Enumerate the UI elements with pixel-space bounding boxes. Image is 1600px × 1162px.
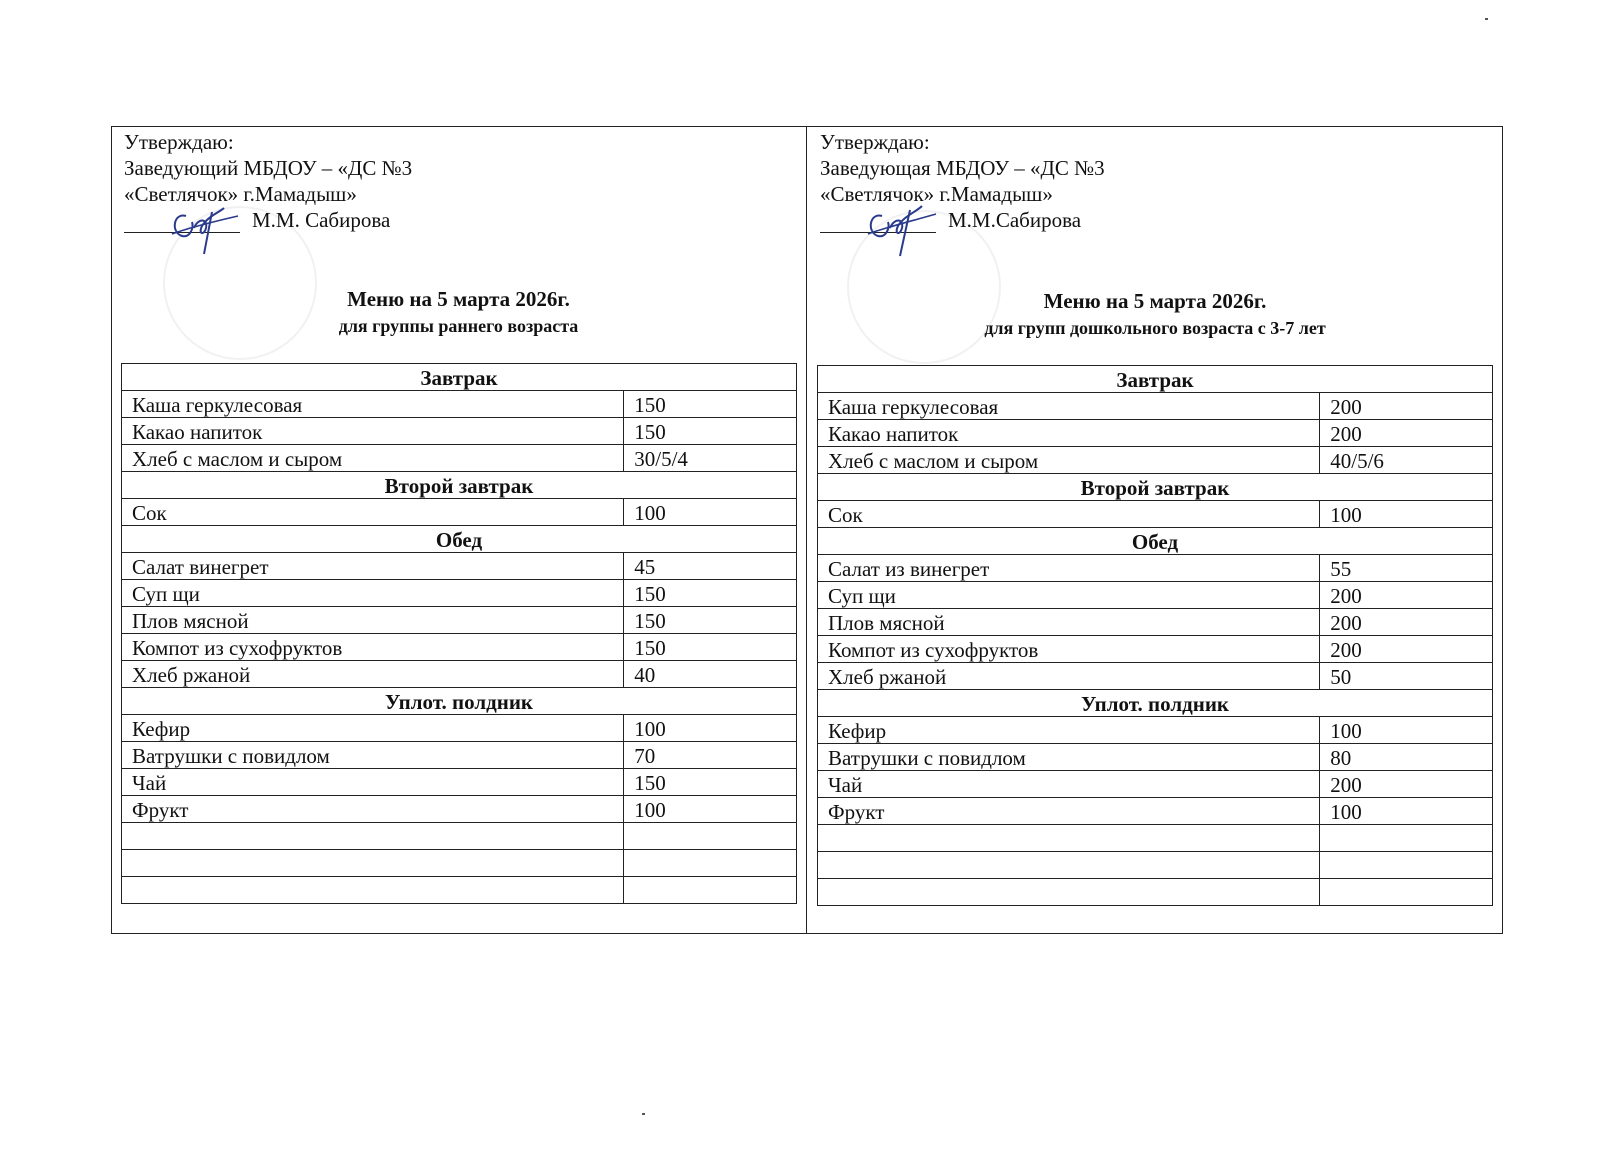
dish-portion: 100 [1320, 717, 1493, 744]
table-row [818, 393, 1493, 420]
scan-speck [642, 1113, 645, 1115]
dish-portion: 150 [624, 634, 797, 661]
dish-portion: 100 [624, 715, 797, 742]
empty-cell [1320, 852, 1493, 879]
dish-name: Салат из винегрет [818, 555, 1320, 582]
dish-portion: 40 [624, 661, 797, 688]
section-lunch: Обед [818, 528, 1493, 555]
section-row [122, 472, 797, 499]
table-row [818, 501, 1493, 528]
dish-name: Ватрушки с повидлом [818, 744, 1320, 771]
section-row [818, 366, 1493, 393]
dish-portion: 70 [624, 742, 797, 769]
menu-table [121, 363, 797, 904]
approval-organization: «Светлячок» г.Мамадыш» [820, 182, 1053, 206]
dish-portion: 100 [1320, 501, 1493, 528]
empty-cell [122, 823, 624, 850]
table-row [122, 580, 797, 607]
dish-name: Плов мясной [122, 607, 624, 634]
approval-position: Заведующая МБДОУ – «ДС №3 [820, 156, 1105, 180]
menu-panel-early-age [111, 126, 806, 934]
dish-name: Компот из сухофруктов [818, 636, 1320, 663]
dish-name: Каша геркулесовая [122, 391, 624, 418]
table-row [818, 771, 1493, 798]
dish-name: Какао напиток [818, 420, 1320, 447]
dish-name: Сок [818, 501, 1320, 528]
menu-title: Меню на 5 марта 2026г. [1043, 289, 1267, 313]
empty-cell [122, 877, 624, 904]
dish-portion: 30/5/4 [624, 445, 797, 472]
empty-row [818, 852, 1493, 879]
empty-row [122, 823, 797, 850]
table-row [122, 634, 797, 661]
empty-cell [1320, 825, 1493, 852]
dish-portion: 150 [624, 580, 797, 607]
table-row [818, 744, 1493, 771]
dish-name: Ватрушки с повидлом [122, 742, 624, 769]
menu-subtitle: для группы раннего возраста [338, 316, 579, 336]
dish-name: Хлеб ржаной [818, 663, 1320, 690]
dish-portion: 55 [1320, 555, 1493, 582]
table-row [122, 499, 797, 526]
dish-name: Хлеб с маслом и сыром [122, 445, 624, 472]
approval-position: Заведующий МБДОУ – «ДС №3 [124, 156, 413, 180]
section-row [818, 474, 1493, 501]
menu-panel-preschool [807, 126, 1503, 934]
dish-portion: 150 [624, 769, 797, 796]
dish-portion: 100 [624, 499, 797, 526]
dish-portion: 100 [1320, 798, 1493, 825]
signer-name: М.М.Сабирова [948, 208, 1082, 232]
dish-name: Компот из сухофруктов [122, 634, 624, 661]
dish-name: Хлеб ржаной [122, 661, 624, 688]
dish-name: Плов мясной [818, 609, 1320, 636]
section-row [122, 526, 797, 553]
approval-block [124, 129, 412, 233]
signature-row [820, 207, 1105, 233]
empty-cell [624, 877, 797, 904]
dish-portion: 200 [1320, 393, 1493, 420]
approval-heading: Утверждаю: [820, 130, 930, 154]
empty-cell [818, 852, 1320, 879]
dish-portion: 200 [1320, 636, 1493, 663]
dish-name: Фрукт [122, 796, 624, 823]
scan-speck [1485, 18, 1488, 20]
dish-portion: 200 [1320, 771, 1493, 798]
approval-organization: «Светлячок» г.Мамадыш» [124, 182, 357, 206]
dish-portion: 150 [624, 418, 797, 445]
table-row [818, 717, 1493, 744]
table-row [818, 636, 1493, 663]
section-lunch: Обед [122, 526, 797, 553]
dish-name: Фрукт [818, 798, 1320, 825]
dish-name: Какао напиток [122, 418, 624, 445]
menu-title: Меню на 5 марта 2026г. [347, 287, 570, 311]
approval-heading: Утверждаю: [124, 130, 234, 154]
table-row [818, 447, 1493, 474]
empty-row [818, 825, 1493, 852]
table-row [122, 445, 797, 472]
table-row [122, 607, 797, 634]
section-second-breakfast: Второй завтрак [818, 474, 1493, 501]
menu-subtitle: для групп дошкольного возраста с 3-7 лет [984, 318, 1326, 338]
table-row [818, 663, 1493, 690]
empty-cell [1320, 879, 1493, 906]
dish-name: Чай [122, 769, 624, 796]
dish-portion: 200 [1320, 609, 1493, 636]
empty-row [122, 877, 797, 904]
signer-name: М.М. Сабирова [252, 208, 391, 232]
dish-name: Чай [818, 771, 1320, 798]
dish-name: Суп щи [122, 580, 624, 607]
section-row [122, 364, 797, 391]
table-row [122, 796, 797, 823]
table-row [122, 418, 797, 445]
menu-table [817, 365, 1493, 906]
empty-cell [122, 850, 624, 877]
dish-portion: 100 [624, 796, 797, 823]
dish-portion: 150 [624, 391, 797, 418]
table-row [818, 582, 1493, 609]
approval-block [820, 129, 1105, 233]
table-row [122, 769, 797, 796]
table-row [818, 420, 1493, 447]
section-breakfast: Завтрак [122, 364, 797, 391]
signature-line [124, 212, 240, 233]
dish-portion: 40/5/6 [1320, 447, 1493, 474]
signature-line [820, 212, 936, 233]
section-row [818, 690, 1493, 717]
table-row [818, 609, 1493, 636]
section-breakfast: Завтрак [818, 366, 1493, 393]
empty-cell [624, 823, 797, 850]
section-second-breakfast: Второй завтрак [122, 472, 797, 499]
dish-portion: 200 [1320, 420, 1493, 447]
table-row [122, 661, 797, 688]
empty-cell [624, 850, 797, 877]
empty-row [818, 879, 1493, 906]
dish-name: Кефир [122, 715, 624, 742]
table-row [818, 555, 1493, 582]
section-afternoon-snack: Уплот. полдник [818, 690, 1493, 717]
signature-image [864, 198, 944, 258]
dish-name: Суп щи [818, 582, 1320, 609]
dish-portion: 150 [624, 607, 797, 634]
section-afternoon-snack: Уплот. полдник [122, 688, 797, 715]
dish-portion: 50 [1320, 663, 1493, 690]
dish-name: Хлеб с маслом и сыром [818, 447, 1320, 474]
empty-cell [818, 825, 1320, 852]
dish-name: Кефир [818, 717, 1320, 744]
dish-portion: 200 [1320, 582, 1493, 609]
table-row [122, 553, 797, 580]
section-row [818, 528, 1493, 555]
empty-cell [818, 879, 1320, 906]
dish-name: Салат винегрет [122, 553, 624, 580]
section-row [122, 688, 797, 715]
table-row [122, 742, 797, 769]
table-row [818, 798, 1493, 825]
dish-portion: 80 [1320, 744, 1493, 771]
dish-name: Каша геркулесовая [818, 393, 1320, 420]
table-row [122, 715, 797, 742]
empty-row [122, 850, 797, 877]
signature-image [168, 198, 248, 258]
signature-row [124, 207, 412, 233]
dish-name: Сок [122, 499, 624, 526]
table-row [122, 391, 797, 418]
dish-portion: 45 [624, 553, 797, 580]
